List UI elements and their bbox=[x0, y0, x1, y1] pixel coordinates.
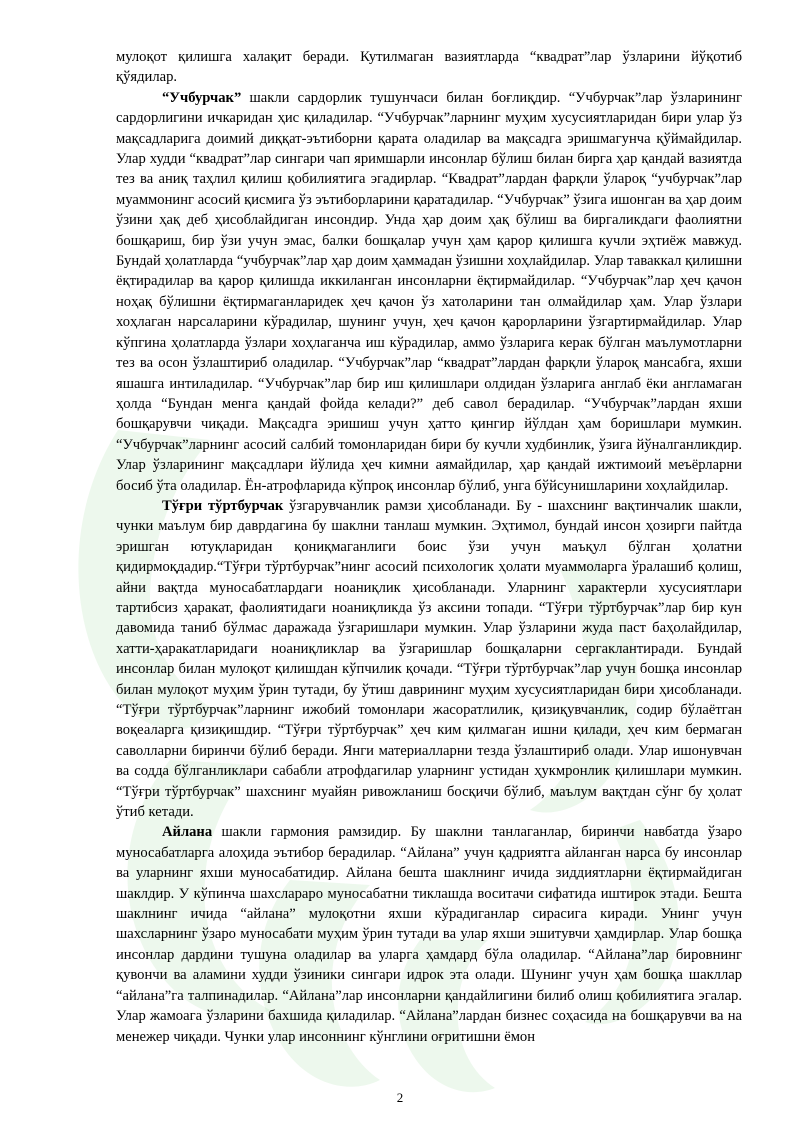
page-number: 2 bbox=[396, 1090, 404, 1105]
paragraph-continuation bbox=[116, 47, 742, 88]
paragraph-lead: “Учбурчак” bbox=[162, 89, 242, 106]
paragraph-triangle bbox=[116, 88, 742, 496]
paragraph-lead: Тўғри тўртбурчак bbox=[162, 497, 284, 514]
paragraph-rectangle bbox=[116, 496, 742, 823]
paragraph-text: шакли сардорлик тушунчаси билан боғлиқдир. “Учбурчак”лар ўзларининг сардорлигини ичкаридан ҳис қиладилар. “Учбурчак”ларнинг муҳим хусусиятларидан бири улар ўз мақсадларига доимий диққат-эътиборни қарата оладилар ва мақсадга эришмагунча қўймайдилар. Улар худди “квадрат”лар сингари чап яримшарли инсонлар бўлиш билан бирга ҳар қандай вазиятда тез ва аниқ таҳлил қилиш қобилиятига эгадирлар. “Квадрат”лардан фарқли ўлароқ “учбурчак”лар муаммонинг асосий қисмига ўз эътиборларини қаратадилар. “Учбурчак” ўзига ишонган ва ҳар доим ўзини ҳақ деб ҳисоблайдиган инсондир. Унда ҳар доим ҳақ бўлиш ва биргаликдаги фаолиятни бошқариш, бир ўзи учун эмас, балки бошқалар учун ҳам қарор қилишга кучли эҳтиёж мавжуд. Бундай ҳолатларда “учбурчак”лар ҳар доим ҳаммадан ўзишни хоҳлайдилар. Улар таваккал қилишни ёқтирадилар ва қарор қилишда иккиланган инсонларни ёқтирмайдилар. “Учбурчак”лар ҳеч қачон ноҳақ бўлишни ёқтирмаганларидек ҳеч қачон ўз хатоларини тан олмайдилар ҳам. Улар ўзлари хоҳлаган нарсаларини кўрадилар, шунинг учун, ҳеч қачон қарорларини ўзгартирмайдилар. Улар кўпгина ҳолатларда ўзлари хоҳлаганча иш кўрадилар, аммо ўзларига керак бўлган маълумотларни тез ва осон ўзлаштириб оладилар. “Учбурчак”лар “квадрат”лардан фарқли ўлароқ мансабга, яхши яшашга интиладилар. “Учбурчак”лар бир иш қилишлари олдидан ўзларига англаб ёки англамаган ҳолда “Бундан менга қандай фойда келади?” деб савол берадилар. “Учбурчак”лардан яхши бошқарувчи чиқади. Мақсадга эришиш учун ҳатто қингир йўлдан ҳам боришлари мумкин. “Учбурчак”ларнинг асосий салбий томонларидан бири бу кучли худбинлик, ўзига йўналганликдир. Улар ўзларининг мақсадлари йўлида ҳеч кимни аямайдилар, ҳар қандай ижтимоий меъёрларни босиб ўта оладилар. Ён-атрофларида кўпроқ инсонлар бўлиб, унга бўйсунишларини хоҳлайдилар. bbox=[116, 89, 742, 494]
paragraph-text: ўзгарувчанлик рамзи ҳисобланади. Бу - шахснинг вақтинчалик шакли, чунки маълум бир даврдагина бу шаклни танлаш мумкин. Эҳтимол, бундай инсон ҳозирги пайтда эришган ютуқларидан қониқмаганлиги боис ўзи учун маъқул бўлган ҳолатни қидирмоқдадир.“Тўғри тўртбурчак”нинг асосий психологик ҳолати муаммоларга ўралашиб қолиш, айни вақтда муносабатлардаги ноаниқлик ҳисобланади. Уларнинг характерли хусусиятлари тартибсиз ҳаракат, фаолиятидаги ноаниқликда ўз аксини топади. “Тўғри тўртбурчак”лар бир кун давомида таниб бўлмас даражада ўзгаришлари мумкин. Улар ўзларини жуда паст баҳолайдилар, хатти-ҳаракатларидаги ноаниқликлар ва ўзгаришлар бошқаларни сергаклантиради. Бундай инсонлар билан мулоқот қилишдан кўпчилик қочади. “Тўғри тўртбурчак”лар учун бошқа инсонлар билан мулоқот муҳим ўрин тутади, бу ўтиш даврининг муҳим хусусиятларидан бири ҳисобланади. “Тўғри тўртбурчак”ларнинг ижобий томонлари жасоратлилик, қизиқувчанлик, содир бўлаётган воқеаларга қизиқишдир. “Тўғри тўртбурчак” ҳеч ким қилмаган ишни қилади, ҳеч ким бермаган саволларни биринчи бўлиб беради. Янги материалларни тезда ўзлаштириб олади. Улар ишонувчан ва содда бўлганликлари сабабли атрофдагилар уларнинг устидан ҳукмронлик қилишлари мумкин. “Тўғри тўртбурчак” шахснинг муайян ривожланиш босқичи бўлиб, маълум вақтдан сўнг бу ҳолат ўтиб кетади. bbox=[116, 497, 742, 821]
paragraph-text: мулоқот қилишга халақит беради. Кутилмаган вазиятларда “квадрат”лар ўзларини йўқотиб қўядилар. bbox=[116, 49, 742, 86]
paragraph-text: шакли гармония рамзидир. Бу шаклни танлаганлар, биринчи навбатда ўзаро муносабатларга алоҳида эътибор берадилар. “Айлана” учун қадриятга айланган нарса бу инсонлар ва уларнинг яхши муносабатидир. Айлана бешта шаклнинг ичида зиддиятларни ёқтирмайдиган шаклдир. У кўпинча шахслараро муносабатни тиклашда воситачи сифатида иштирок этади. Бешта шаклнинг ичида “айлана” мулоқотни яхши кўрадиганлар сирасига киради. Унинг учун шахсларнинг ўзаро муносабати муҳим ўрин тутади ва улар яхши эшитувчи ҳамдирлар. Улар бошқа инсонлар дардини тушуна оладилар ва уларга ҳамдард бўла оладилар. “Айлана”лар бировнинг қувончи ва аламини худди ўзиники сингари идрок эта олади. Шунинг учун ҳам бошқа шакллар “айлана”га талпинадилар. “Айлана”лар инсонларни қандайлигини билиб олиш қобилиятига эгалар. Улар жамоага ўзларини бахшида қиладилар. “Айлана”лардан бизнес соҳасида на бошқарувчи ва на менежер чиқади. Чунки улар инсоннинг кўнглини оғритишни ёмон bbox=[116, 824, 742, 1045]
paragraph-circle bbox=[116, 822, 742, 1046]
document-body bbox=[116, 47, 742, 1047]
paragraph-lead: Айлана bbox=[162, 824, 213, 841]
